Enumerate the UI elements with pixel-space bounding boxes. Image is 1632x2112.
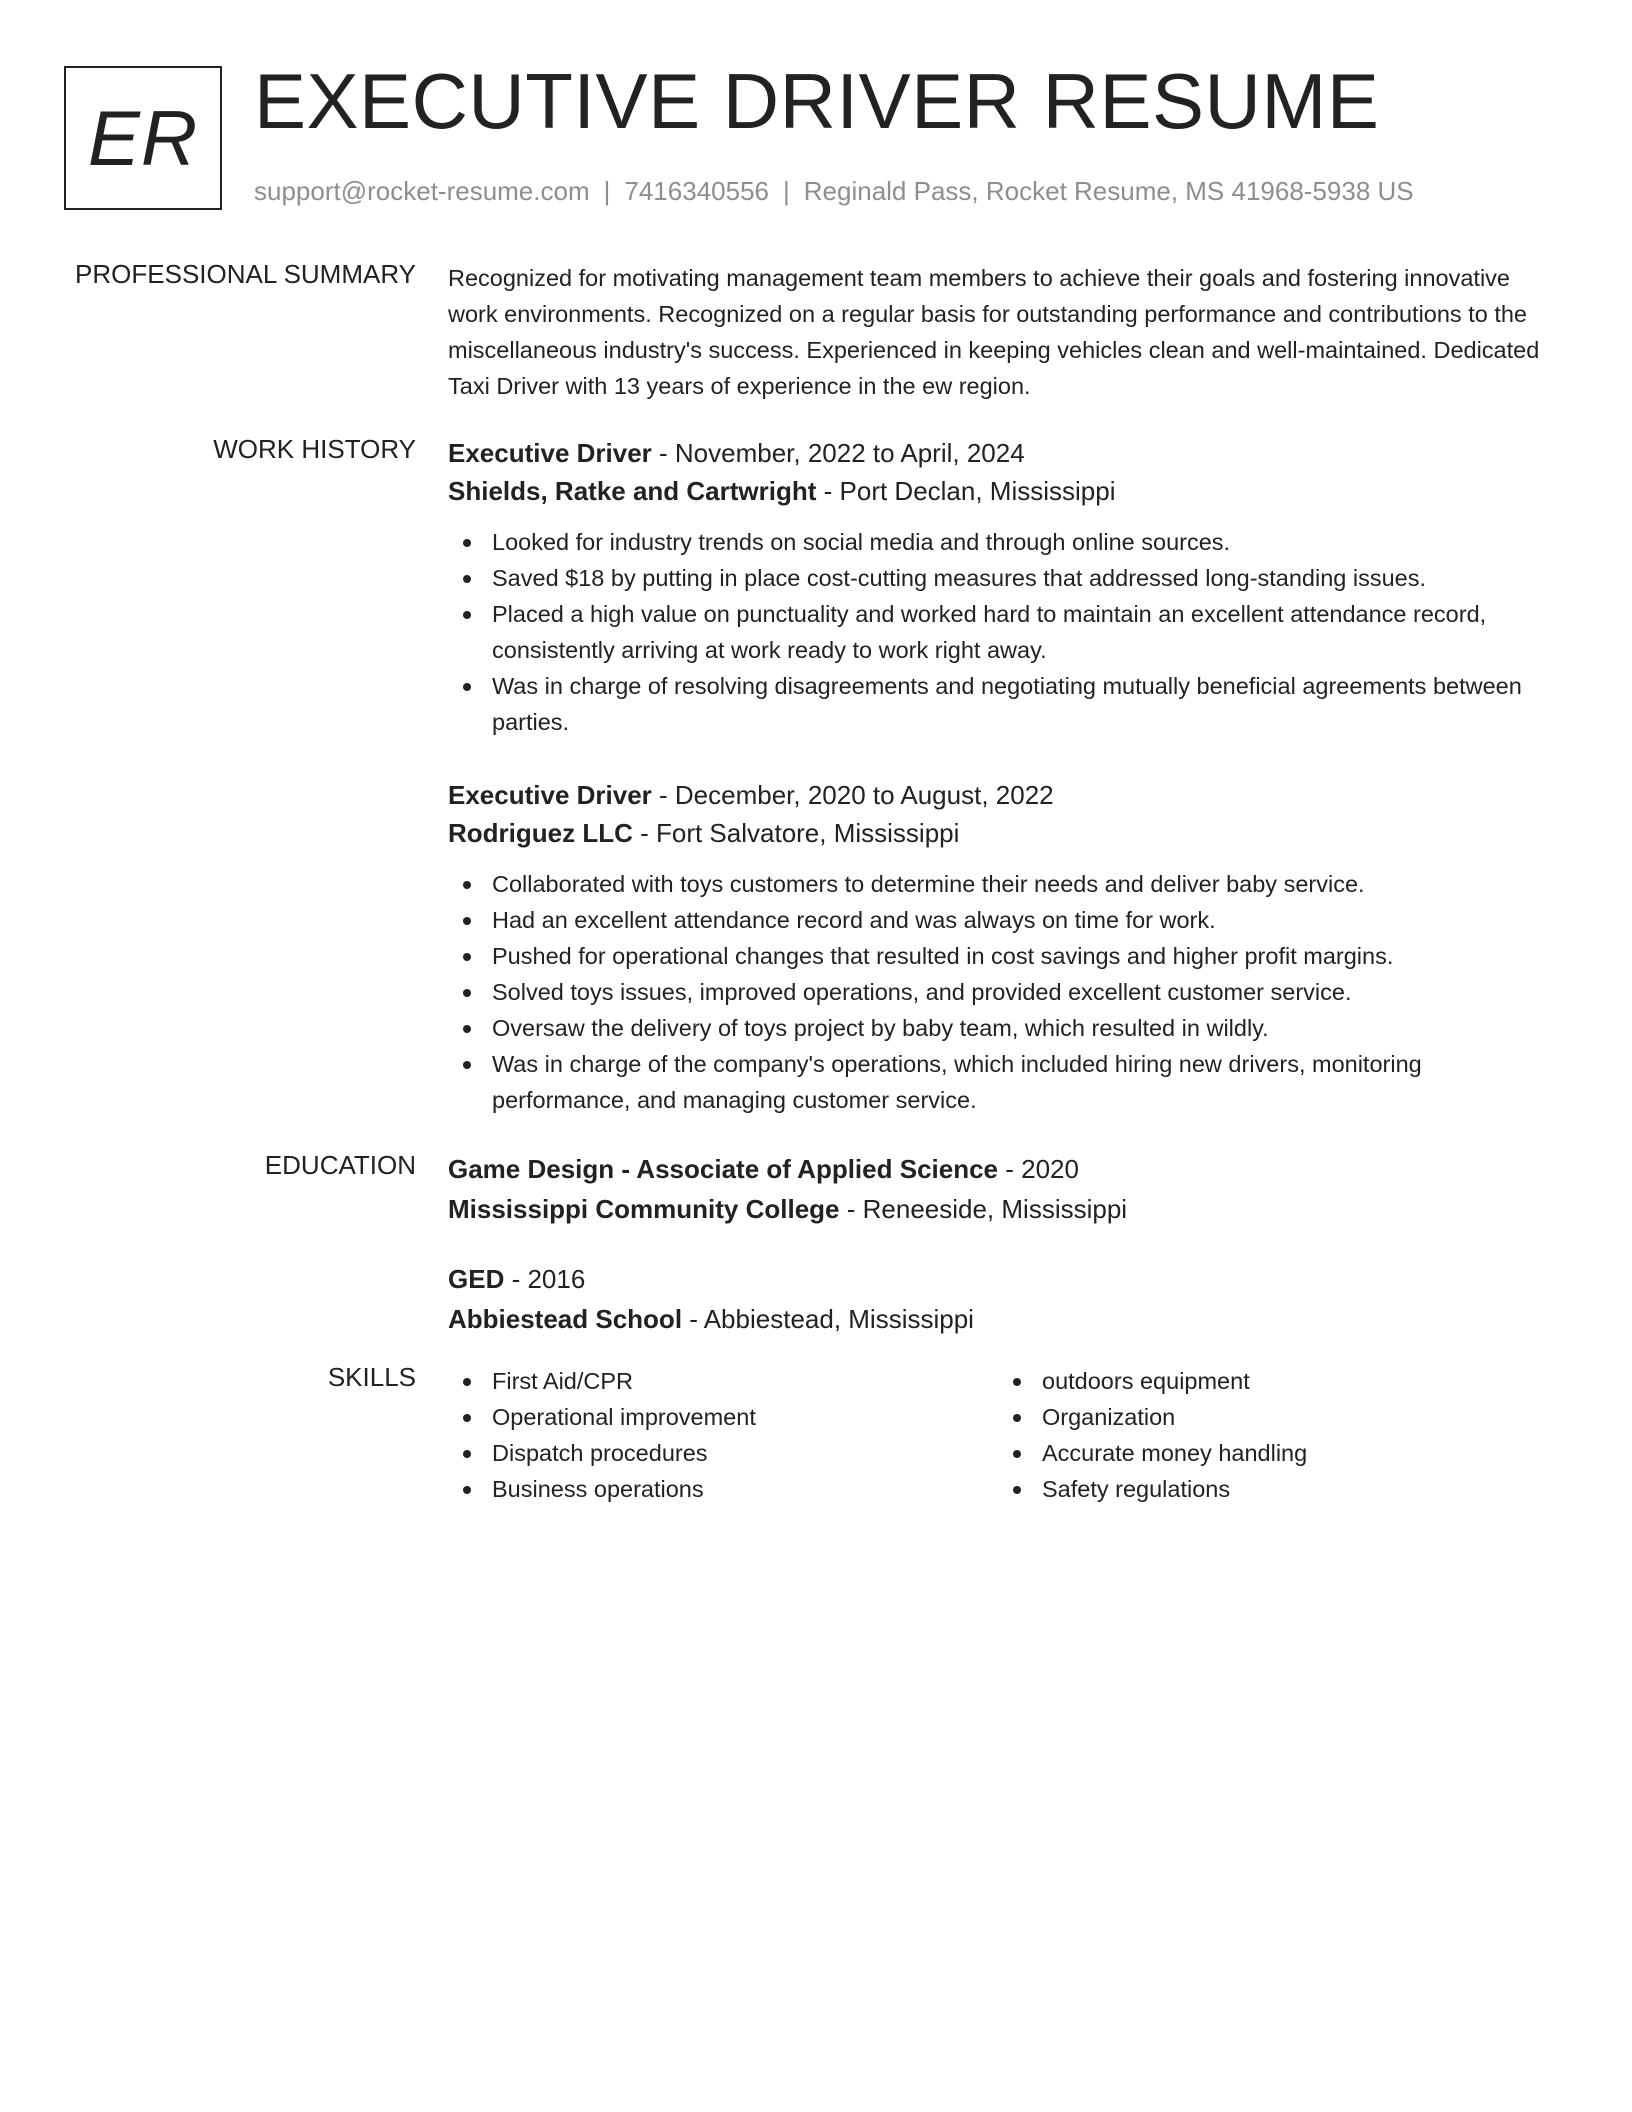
education-location: - Reneeside, Mississippi	[839, 1194, 1128, 1224]
job-bullet: Oversaw the delivery of toys project by baby team, which resulted in wildly.	[448, 1010, 1548, 1046]
skill-item: First Aid/CPR	[448, 1363, 998, 1399]
job-entry	[448, 434, 1548, 740]
job-bullet: Looked for industry trends on social media and through online sources.	[448, 524, 1548, 560]
job-bullet: Collaborated with toys customers to determine their needs and deliver baby service.	[448, 866, 1548, 902]
education-degree-line	[448, 1260, 1548, 1298]
contact-phone[interactable]: 7416340556	[624, 176, 769, 206]
skills-column-right	[998, 1363, 1548, 1507]
job-bullets	[448, 524, 1548, 740]
job-location: - Port Declan, Mississippi	[816, 476, 1116, 506]
contact-address: Reginald Pass, Rocket Resume, MS 41968-5938 US	[803, 176, 1414, 206]
contact-separator: |	[783, 176, 790, 206]
skill-item: Dispatch procedures	[448, 1435, 998, 1471]
job-gap	[448, 740, 1548, 776]
education-gap	[448, 1228, 1548, 1260]
work-history-body	[448, 434, 1548, 1118]
job-location: - Fort Salvatore, Mississippi	[632, 818, 960, 848]
education-school-line	[448, 1300, 1548, 1338]
contact-email[interactable]: support@rocket-resume.com	[254, 176, 590, 206]
education-body	[448, 1150, 1548, 1338]
skill-item: Organization	[998, 1399, 1548, 1435]
education-entry	[448, 1150, 1548, 1228]
education-year: - 2016	[504, 1264, 586, 1294]
job-company: Rodriguez LLC	[448, 818, 633, 848]
work-history-label: WORK HISTORY	[213, 434, 416, 464]
job-bullet: Placed a high value on punctuality and worked hard to maintain an excellent attendance record, consistently arriving at work ready to work right away.	[448, 596, 1548, 668]
contact-separator: |	[603, 176, 611, 206]
contact-line	[254, 176, 1414, 207]
summary-body	[448, 260, 1548, 404]
job-bullet: Saved $18 by putting in place cost-cutting measures that addressed long-standing issues.	[448, 560, 1548, 596]
job-company: Shields, Ratke and Cartwright	[448, 476, 817, 506]
education-location: - Abbiestead, Mississippi	[682, 1304, 974, 1334]
skills-columns	[448, 1363, 1548, 1507]
skill-item: Accurate money handling	[998, 1435, 1548, 1471]
skill-item: Operational improvement	[448, 1399, 998, 1435]
education-label: EDUCATION	[264, 1150, 416, 1180]
skills-body	[448, 1363, 1548, 1507]
job-bullets	[448, 866, 1548, 1118]
job-company-line	[448, 472, 1548, 510]
education-school: Mississippi Community College	[448, 1194, 840, 1224]
skills-label: SKILLS	[327, 1362, 416, 1392]
job-bullet: Was in charge of resolving disagreements and negotiating mutually beneficial agreements between parties.	[448, 668, 1548, 740]
education-degree: Game Design - Associate of Applied Science	[448, 1154, 999, 1184]
education-entry	[448, 1260, 1548, 1338]
job-bullet: Pushed for operational changes that resulted in cost savings and higher profit margins.	[448, 938, 1548, 974]
job-dates: - November, 2022 to April, 2024	[651, 438, 1025, 468]
skills-list	[448, 1363, 998, 1507]
education-school-line	[448, 1190, 1548, 1228]
skill-item: outdoors equipment	[998, 1363, 1548, 1399]
summary-label: PROFESSIONAL SUMMARY	[75, 259, 416, 289]
skill-item: Business operations	[448, 1471, 998, 1507]
job-company-line	[448, 814, 1548, 852]
education-degree: GED	[448, 1264, 505, 1294]
skills-list	[998, 1363, 1548, 1507]
job-title: Executive Driver	[448, 438, 652, 468]
job-bullet: Solved toys issues, improved operations, and provided excellent customer service.	[448, 974, 1548, 1010]
job-dates: - December, 2020 to August, 2022	[651, 780, 1054, 810]
job-title-line	[448, 434, 1548, 472]
job-bullet: Was in charge of the company's operations, which included hiring new drivers, monitoring performance, and managing customer service.	[448, 1046, 1548, 1118]
monogram-box	[64, 66, 222, 210]
skills-column-left	[448, 1363, 998, 1507]
monogram-initials: ER	[87, 93, 199, 182]
job-bullet: Had an excellent attendance record and was always on time for work.	[448, 902, 1548, 938]
job-title-line	[448, 776, 1548, 814]
resume-title: EXECUTIVE DRIVER RESUME	[254, 57, 1380, 145]
education-degree-line	[448, 1150, 1548, 1188]
education-year: - 2020	[998, 1154, 1079, 1184]
education-school: Abbiestead School	[448, 1304, 683, 1334]
summary-text: Recognized for motivating management team members to achieve their goals and fostering innovative work environments. Recognized on a regular basis for outstanding performance and contributions to the miscellaneous industry's success. Experienced in keeping vehicles clean and well-maintained. Dedicated Taxi Driver with 13 years of experience in the ew region.	[448, 265, 1540, 399]
job-entry	[448, 776, 1548, 1118]
job-title: Executive Driver	[448, 780, 652, 810]
skill-item: Safety regulations	[998, 1471, 1548, 1507]
